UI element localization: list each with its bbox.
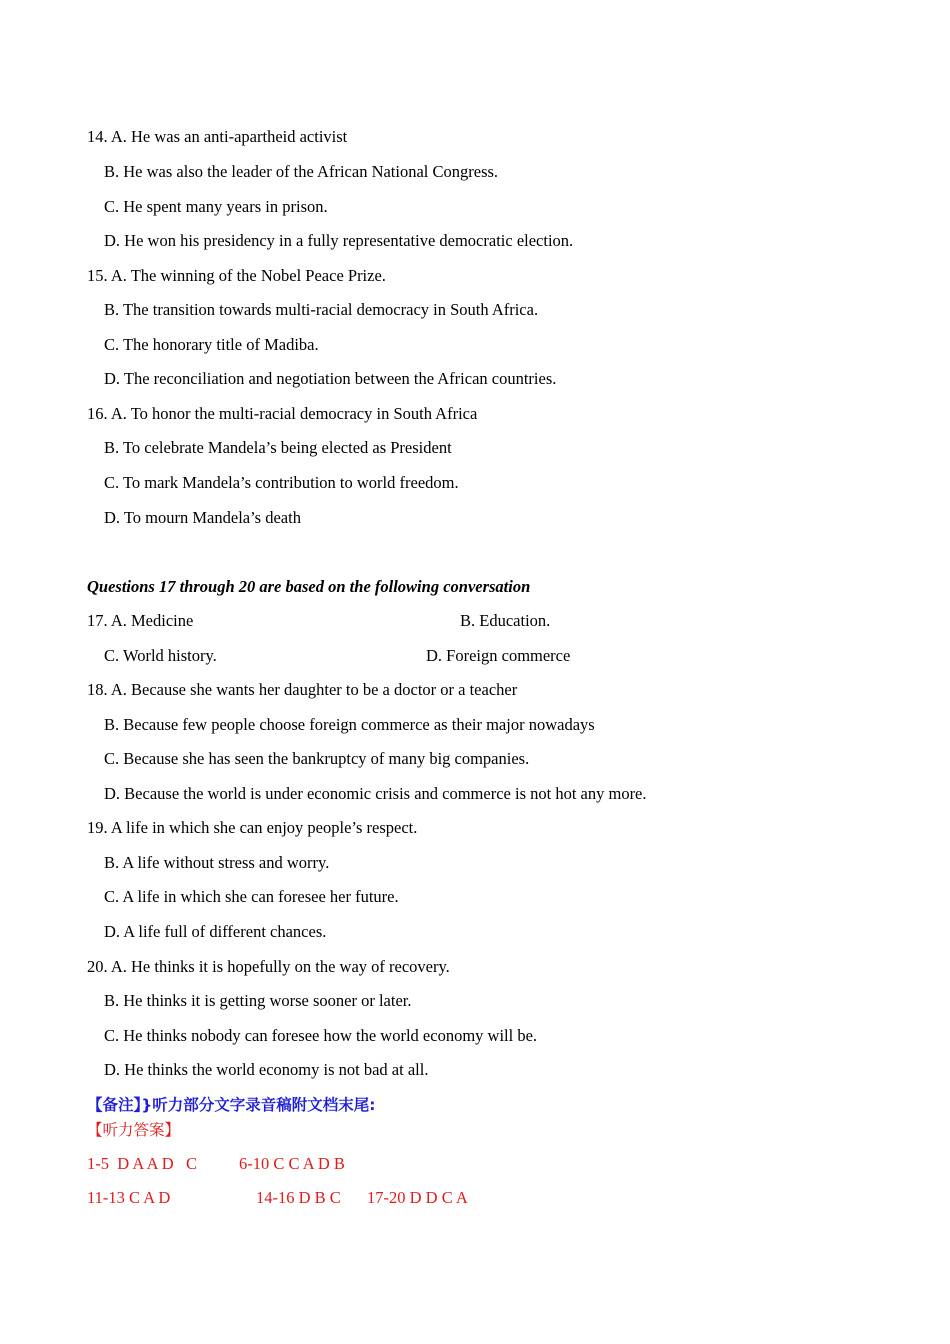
option-14d: D. He won his presidency in a fully representative democratic election.: [104, 231, 574, 250]
option-19b: B. A life without stress and worry.: [104, 853, 330, 872]
section-heading: Questions 17 through 20 are based on the following conversation: [87, 577, 531, 596]
answers-14-16: 14-16 D B C: [256, 1188, 341, 1207]
note-line: 【备注】}听力部分文字录音稿附文档末尾:: [87, 1096, 376, 1114]
option-20b: B. He thinks it is getting worse sooner or later.: [104, 991, 412, 1010]
option-16a: 16. A. To honor the multi-racial democracy in South Africa: [87, 404, 478, 423]
option-14c: C. He spent many years in prison.: [104, 197, 328, 216]
option-15d: D. The reconciliation and negotiation between the African countries.: [104, 369, 557, 388]
option-16c: C. To mark Mandela’s contribution to world freedom.: [104, 473, 459, 492]
option-17b: B. Education.: [460, 611, 551, 630]
answers-17-20: 17-20 D D C A: [367, 1188, 468, 1207]
option-20d: D. He thinks the world economy is not bad at all.: [104, 1060, 429, 1079]
option-18d: D. Because the world is under economic crisis and commerce is not hot any more.: [104, 784, 647, 803]
option-17c: C. World history.: [104, 646, 217, 665]
option-19c: C. A life in which she can foresee her future.: [104, 887, 399, 906]
option-20c: C. He thinks nobody can foresee how the world economy will be.: [104, 1026, 538, 1045]
answers-11-13: 11-13 C A D: [87, 1188, 171, 1207]
option-15c: C. The honorary title of Madiba.: [104, 335, 319, 354]
option-17d: D. Foreign commerce: [426, 646, 571, 665]
option-14a: 14. A. He was an anti-apartheid activist: [87, 127, 348, 146]
answer-key-title: 【听力答案】: [87, 1121, 181, 1139]
option-14b: B. He was also the leader of the African National Congress.: [104, 162, 499, 181]
option-19d: D. A life full of different chances.: [104, 922, 327, 941]
option-18a: 18. A. Because she wants her daughter to be a doctor or a teacher: [87, 680, 518, 699]
option-17a: 17. A. Medicine: [87, 611, 194, 630]
answers-1-5: 1-5 D A A D C: [87, 1154, 198, 1173]
option-20a: 20. A. He thinks it is hopefully on the way of recovery.: [87, 957, 450, 976]
option-16d: D. To mourn Mandela’s death: [104, 508, 301, 527]
option-16b: B. To celebrate Mandela’s being elected as President: [104, 438, 452, 457]
option-15a: 15. A. The winning of the Nobel Peace Prize.: [87, 266, 386, 285]
option-18c: C. Because she has seen the bankruptcy of many big companies.: [104, 749, 530, 768]
option-15b: B. The transition towards multi-racial democracy in South Africa.: [104, 300, 539, 319]
option-18b: B. Because few people choose foreign commerce as their major nowadays: [104, 715, 595, 734]
option-19a: 19. A life in which she can enjoy people’s respect.: [87, 818, 418, 837]
answers-6-10: 6-10 C C A D B: [239, 1154, 345, 1173]
